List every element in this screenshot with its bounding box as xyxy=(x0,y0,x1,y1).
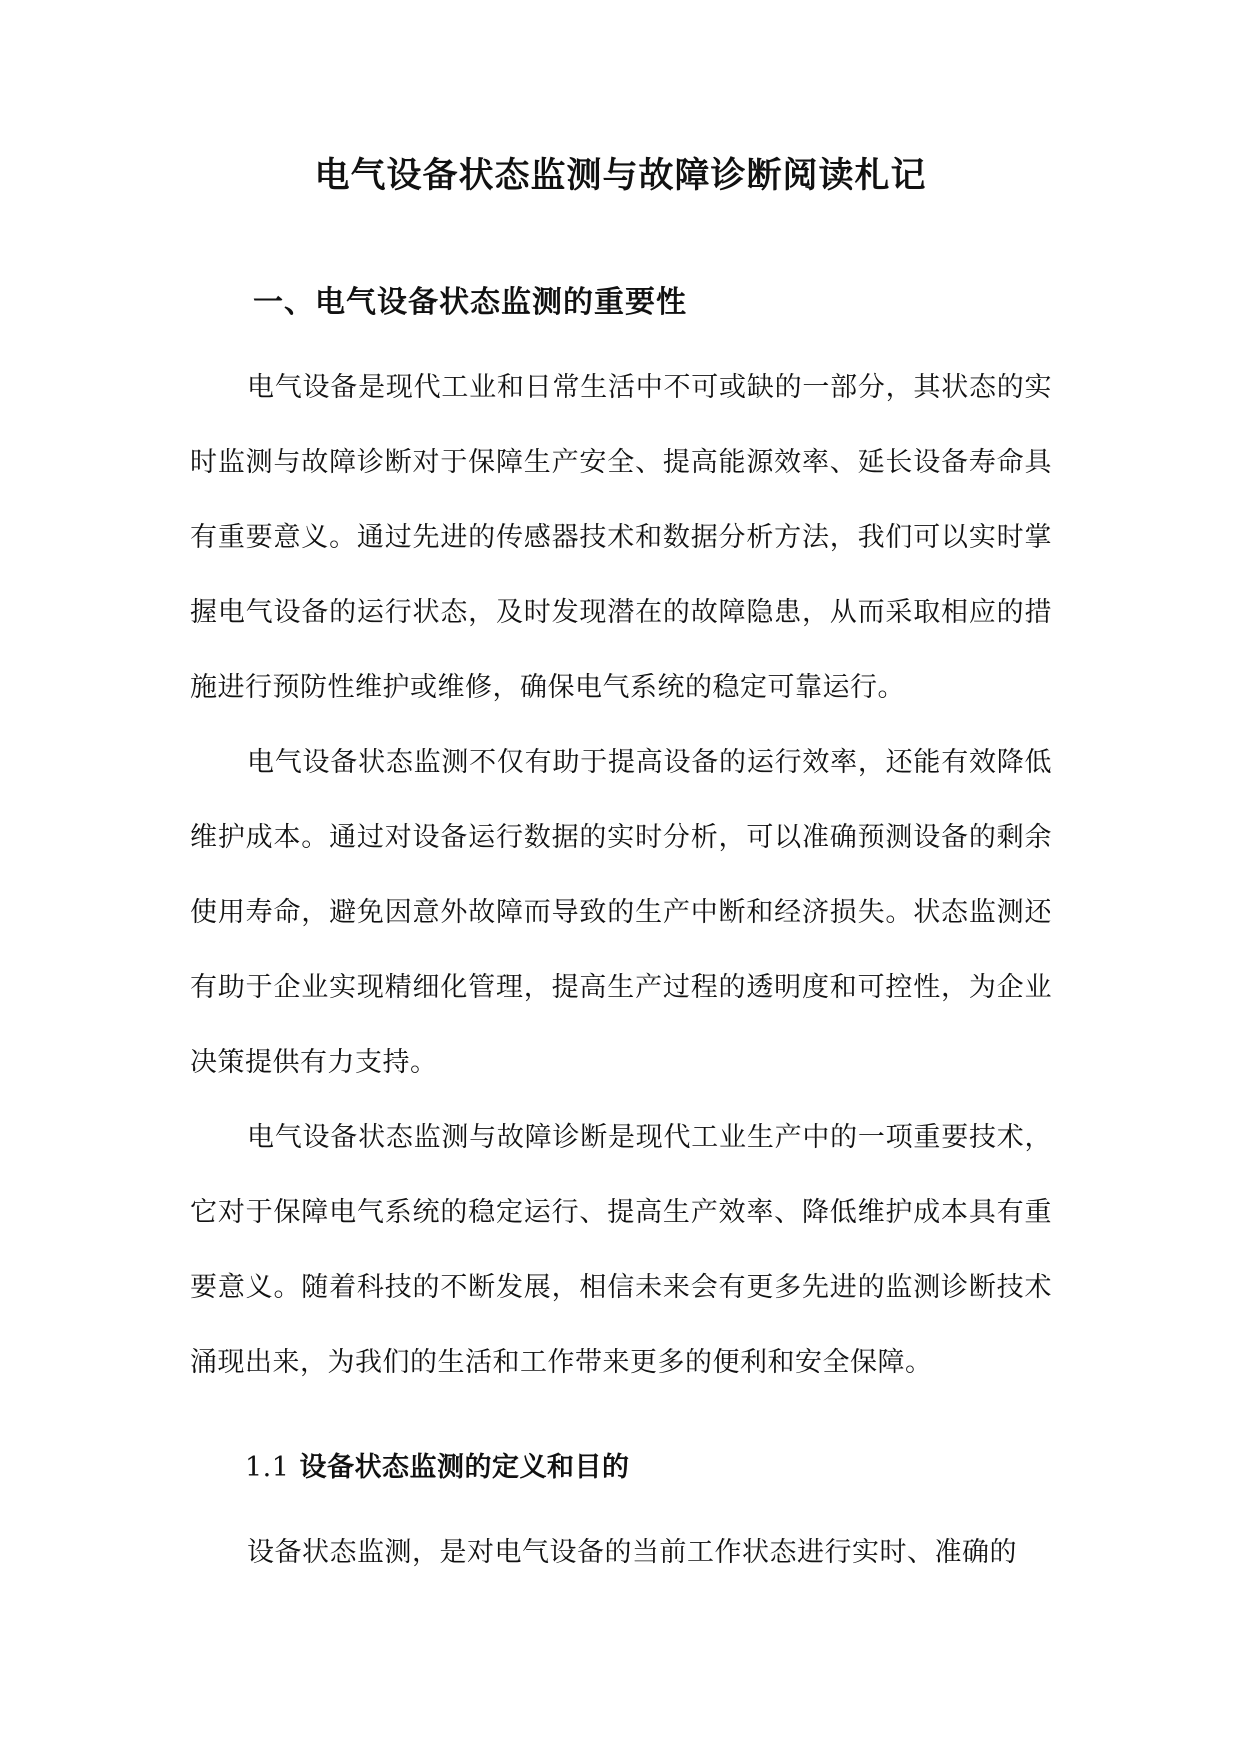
section-heading: 一、电气设备状态监测的重要性 xyxy=(253,285,687,320)
paragraph: 设备状态监测，是对电气设备的当前工作状态进行实时、准确的 xyxy=(247,1537,1017,1568)
paragraph: 电气设备是现代工业和日常生活中不可或缺的一部分，其状态的实时监测与故障诊断对于保障生产安全、提高能源效率、延长设备寿命具有重要意义。通过先进的传感器技术和数据分析方法，我们可以实时掌握电气设备的运行状态，及时发现潜在的故障隐患，从而采取相应的措施进行预防性维护或维修，确保电气系统的稳定可靠运行。 xyxy=(190,372,1052,703)
subsection-heading xyxy=(245,1448,629,1488)
document-title: 电气设备状态监测与故障诊断阅读札记 xyxy=(314,155,927,196)
paragraph: 电气设备状态监测与故障诊断是现代工业生产中的一项重要技术，它对于保障电气系统的稳定运行、提高生产效率、降低维护成本具有重要意义。随着科技的不断发展，相信未来会有更多先进的监测诊断技术涌现出来，为我们的生活和工作带来更多的便利和安全保障。 xyxy=(190,1122,1052,1378)
subsection-number: 1.1 xyxy=(245,1452,290,1483)
subsection-title: 设备状态监测的定义和目的 xyxy=(299,1452,630,1483)
paragraph: 电气设备状态监测不仅有助于提高设备的运行效率，还能有效降低维护成本。通过对设备运行数据的实时分析，可以准确预测设备的剩余使用寿命，避免因意外故障而导致的生产中断和经济损失。状态监测还有助于企业实现精细化管理，提高生产过程的透明度和可控性，为企业决策提供有力支持。 xyxy=(190,747,1052,1078)
